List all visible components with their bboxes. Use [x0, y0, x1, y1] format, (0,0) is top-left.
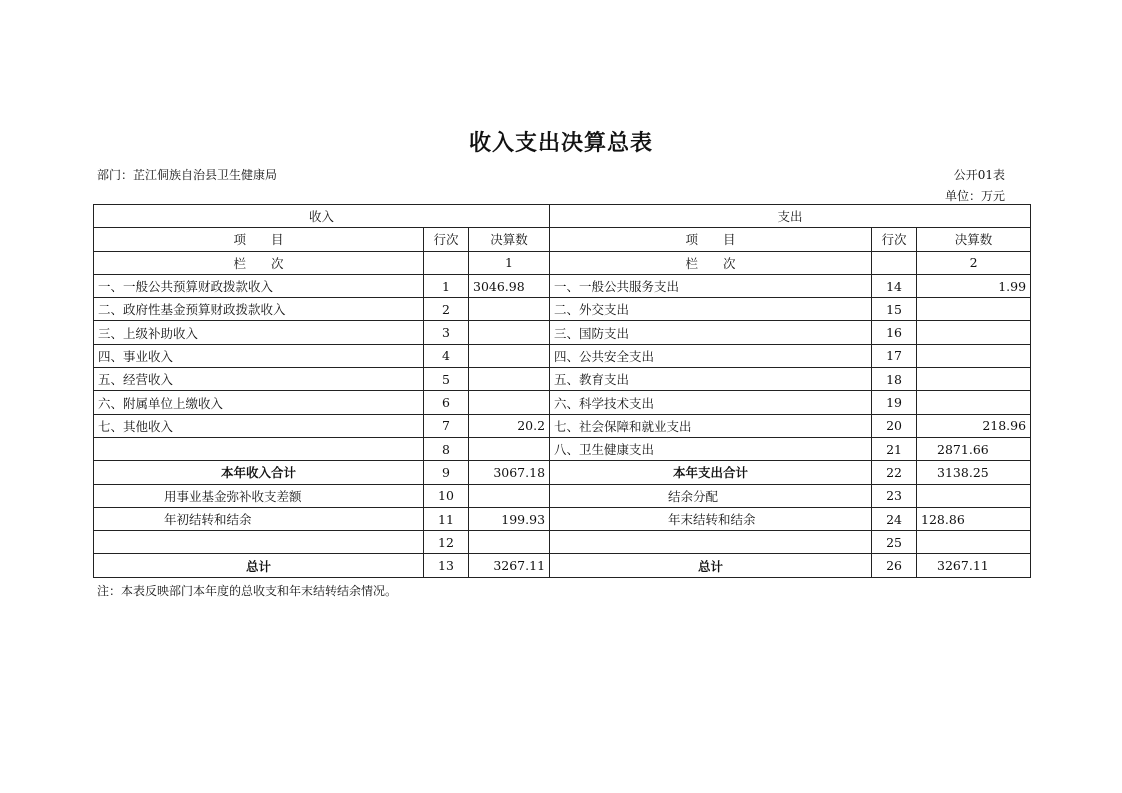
- expense-row-no: 23: [872, 484, 917, 507]
- income-rowno-header: 行次: [424, 228, 469, 251]
- expense-item: 一、一般公共服务支出: [550, 274, 872, 297]
- page-title: 收入支出决算总表: [468, 131, 653, 156]
- income-amount: 199.93: [469, 507, 550, 530]
- expense-item: 三、国防支出: [550, 321, 872, 344]
- income-row-no: 3: [424, 321, 469, 344]
- expense-row-no: 22: [872, 461, 917, 484]
- income-item: 六、附属单位上缴收入: [94, 391, 424, 414]
- column-number-row: [94, 251, 1031, 274]
- income-row-no: 12: [424, 531, 469, 554]
- income-amount-header: 决算数: [469, 228, 550, 251]
- income-amount: 3046.98: [469, 274, 550, 297]
- footnote: 注：本表反映部门本年度的总收支和年末结转结余情况。: [97, 584, 398, 598]
- income-column-number: 1: [469, 251, 550, 274]
- expense-amount: 1.99: [917, 274, 1031, 297]
- income-row-no: 2: [424, 298, 469, 321]
- table-row: [94, 391, 1031, 414]
- expense-row-no: 21: [872, 437, 917, 460]
- income-item: 四、事业收入: [94, 344, 424, 367]
- income-amount: [469, 484, 550, 507]
- expense-column-number: 2: [917, 251, 1031, 274]
- income-amount: [469, 437, 550, 460]
- expense-total-label: 总计: [550, 554, 872, 577]
- expense-item: 七、社会保障和就业支出: [550, 414, 872, 437]
- table-row: [94, 344, 1031, 367]
- income-row-no: 7: [424, 414, 469, 437]
- income-item: 二、政府性基金预算财政拨款收入: [94, 298, 424, 321]
- income-amount: [469, 321, 550, 344]
- expense-row-no: 20: [872, 414, 917, 437]
- expense-item: [550, 531, 872, 554]
- expense-item: 年末结转和结余: [550, 507, 872, 530]
- table-row: [94, 274, 1031, 297]
- expense-amount: [917, 368, 1031, 391]
- income-subtotal-amount: 3067.18: [469, 461, 550, 484]
- expense-column-label: 栏 次: [550, 251, 872, 274]
- income-row-no: 13: [424, 554, 469, 577]
- table-row: [94, 484, 1031, 507]
- expense-item: 结余分配: [550, 484, 872, 507]
- income-row-no: 9: [424, 461, 469, 484]
- income-amount: [469, 368, 550, 391]
- income-total-label: 总计: [94, 554, 424, 577]
- income-item: 五、经营收入: [94, 368, 424, 391]
- empty-cell: [424, 251, 469, 274]
- expense-amount: [917, 321, 1031, 344]
- expense-total-amount: 3267.11: [917, 554, 1031, 577]
- income-expense-table: [93, 204, 1031, 578]
- table-row: [94, 368, 1031, 391]
- expense-subtotal-amount: 3138.25: [917, 461, 1031, 484]
- expense-row-no: 25: [872, 531, 917, 554]
- expense-amount: [917, 391, 1031, 414]
- income-row-no: 4: [424, 344, 469, 367]
- unit-label: 单位：万元: [944, 189, 1005, 203]
- expense-row-no: 15: [872, 298, 917, 321]
- income-subtotal-label: 本年收入合计: [94, 461, 424, 484]
- income-item: [94, 437, 424, 460]
- expense-section-header: 支出: [550, 205, 1031, 228]
- income-row-no: 10: [424, 484, 469, 507]
- income-column-label: 栏 次: [94, 251, 424, 274]
- expense-rowno-header: 行次: [872, 228, 917, 251]
- table-row: [94, 414, 1031, 437]
- expense-amount-header: 决算数: [917, 228, 1031, 251]
- income-total-amount: 3267.11: [469, 554, 550, 577]
- income-item: 年初结转和结余: [94, 507, 424, 530]
- expense-amount: 2871.66: [917, 437, 1031, 460]
- income-amount: [469, 531, 550, 554]
- income-row-no: 8: [424, 437, 469, 460]
- expense-amount: [917, 531, 1031, 554]
- income-amount: [469, 391, 550, 414]
- income-amount: [469, 298, 550, 321]
- income-row-no: 5: [424, 368, 469, 391]
- column-header-row: [94, 228, 1031, 251]
- expense-amount: 218.96: [917, 414, 1031, 437]
- expense-row-no: 26: [872, 554, 917, 577]
- expense-item: 六、科学技术支出: [550, 391, 872, 414]
- expense-row-no: 14: [872, 274, 917, 297]
- section-header-row: [94, 205, 1031, 228]
- table-row: [94, 437, 1031, 460]
- income-row-no: 11: [424, 507, 469, 530]
- department-label: 部门：芷江侗族自治县卫生健康局: [97, 168, 278, 182]
- grand-total-row: [94, 554, 1031, 577]
- expense-row-no: 19: [872, 391, 917, 414]
- expense-amount: [917, 298, 1031, 321]
- income-row-no: 6: [424, 391, 469, 414]
- income-item: 七、其他收入: [94, 414, 424, 437]
- expense-amount: [917, 484, 1031, 507]
- table-row: [94, 321, 1031, 344]
- table-row: [94, 298, 1031, 321]
- expense-row-no: 24: [872, 507, 917, 530]
- income-section-header: 收入: [94, 205, 550, 228]
- table-row: [94, 531, 1031, 554]
- income-item: [94, 531, 424, 554]
- income-item: 三、上级补助收入: [94, 321, 424, 344]
- form-number: 公开01表: [953, 168, 1005, 182]
- income-amount: 20.2: [469, 414, 550, 437]
- expense-row-no: 18: [872, 368, 917, 391]
- income-item-header: 项 目: [94, 228, 424, 251]
- expense-item-header: 项 目: [550, 228, 872, 251]
- table-row: [94, 507, 1031, 530]
- empty-cell: [872, 251, 917, 274]
- subtotal-row: [94, 461, 1031, 484]
- expense-row-no: 16: [872, 321, 917, 344]
- expense-item: 八、卫生健康支出: [550, 437, 872, 460]
- expense-subtotal-label: 本年支出合计: [550, 461, 872, 484]
- expense-item: 四、公共安全支出: [550, 344, 872, 367]
- expense-item: 五、教育支出: [550, 368, 872, 391]
- income-amount: [469, 344, 550, 367]
- expense-row-no: 17: [872, 344, 917, 367]
- expense-amount: [917, 344, 1031, 367]
- income-row-no: 1: [424, 274, 469, 297]
- income-item: 用事业基金弥补收支差额: [94, 484, 424, 507]
- expense-item: 二、外交支出: [550, 298, 872, 321]
- expense-amount: 128.86: [917, 507, 1031, 530]
- income-item: 一、一般公共预算财政拨款收入: [94, 274, 424, 297]
